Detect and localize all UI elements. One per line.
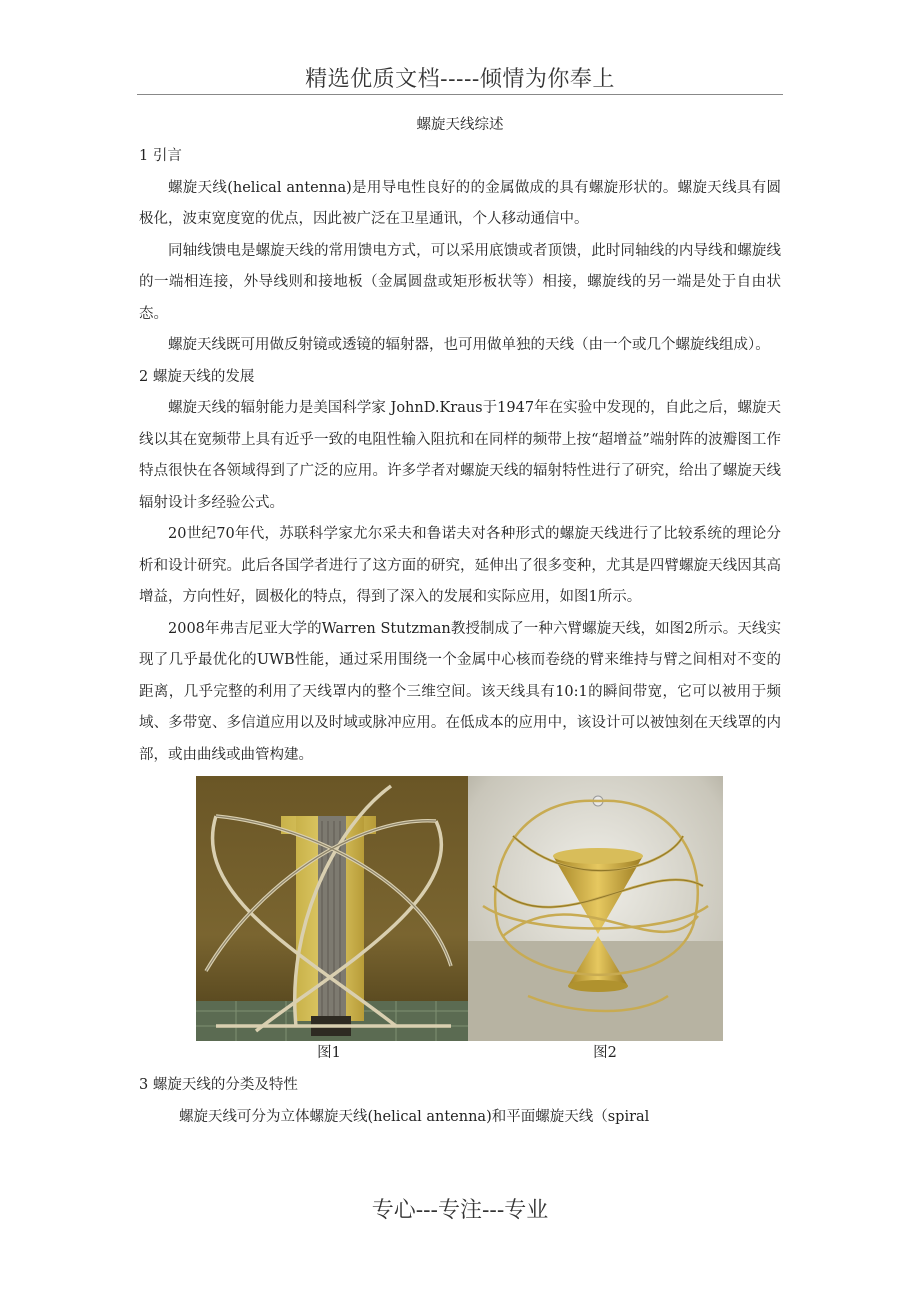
section-heading-development: 2 螺旋天线的发展 xyxy=(139,368,255,385)
figure-1-quadrifilar-helix-photo xyxy=(196,776,468,1041)
section-heading-classification: 3 螺旋天线的分类及特性 xyxy=(139,1077,298,1093)
paragraph: 螺旋天线的辐射能力是美国科学家 JohnD.Kraus于1947年在实验中发现的，自此之后，螺旋天线以其在宽频带上具有近乎一致的电阻性输入阻抗和在同样的频带上按“超增益”端射阵的波瓣图工作特点很快在各领域得到了广泛的应用。许多学者对螺旋天线的辐射特性进行了研究，给出了螺旋天线辐射设计多经验公式。 xyxy=(139,400,781,511)
figure-2-caption: 图2 xyxy=(593,1045,617,1061)
page-footer: 专心---专注---专业 xyxy=(371,1198,549,1223)
document-body xyxy=(139,141,781,1133)
paragraph: 20世纪70年代，苏联科学家尤尔采夫和鲁诺夫对各种形式的螺旋天线进行了比较系统的理论分析和设计研究。此后各国学者进行了这方面的研究，延伸出了很多变种，尤其是四臂螺旋天线因其高增益，方向性好，圆极化的特点，得到了深入的发展和实际应用，如图1所示。 xyxy=(139,526,781,605)
figure-row xyxy=(139,776,781,1070)
figure-1-caption: 图1 xyxy=(317,1045,341,1061)
paragraph: 螺旋天线(helical antenna)是用导电性良好的的金属做成的具有螺旋形状的。螺旋天线具有圆极化，波束宽度宽的优点，因此被广泛在卫星通讯，个人移动通信中。 xyxy=(139,179,781,227)
page-header: 精选优质文档-----倾情为你奉上 xyxy=(305,67,615,92)
paragraph: 2008年弗吉尼亚大学的Warren Stutzman教授制成了一种六臂螺旋天线，如图2所示。天线实现了几乎最优化的UWB性能，通过采用围绕一个金属中心核而卷绕的臂来维持与臂之间相对不变的距离，几乎完整的利用了天线罩内的整个三维空间。该天线具有10:1的瞬间带宽，它可以被用于频域、多带宽、多信道应用以及时域或脉冲应用。在低成本的应用中，该设计可以被蚀刻在天线罩的内部，或由曲线或曲管构建。 xyxy=(139,620,781,763)
document-title: 螺旋天线综述 xyxy=(416,117,504,133)
paragraph: 同轴线馈电是螺旋天线的常用馈电方式，可以采用底馈或者顶馈，此时同轴线的内导线和螺旋线的一端相连接，外导线则和接地板（金属圆盘或矩形板状等）相接，螺旋线的另一端是处于自由状态。 xyxy=(139,242,781,322)
figure-2-six-arm-helix-photo xyxy=(468,776,723,1041)
header-rule xyxy=(137,94,783,95)
section-heading-intro: 1 引言 xyxy=(139,148,182,164)
paragraph: 螺旋天线可分为立体螺旋天线(helical antenna)和平面螺旋天线（spiral xyxy=(179,1108,650,1125)
paragraph: 螺旋天线既可用做反射镜或透镜的辐射器，也可用做单独的天线（由一个或几个螺旋线组成）。 xyxy=(168,337,770,353)
